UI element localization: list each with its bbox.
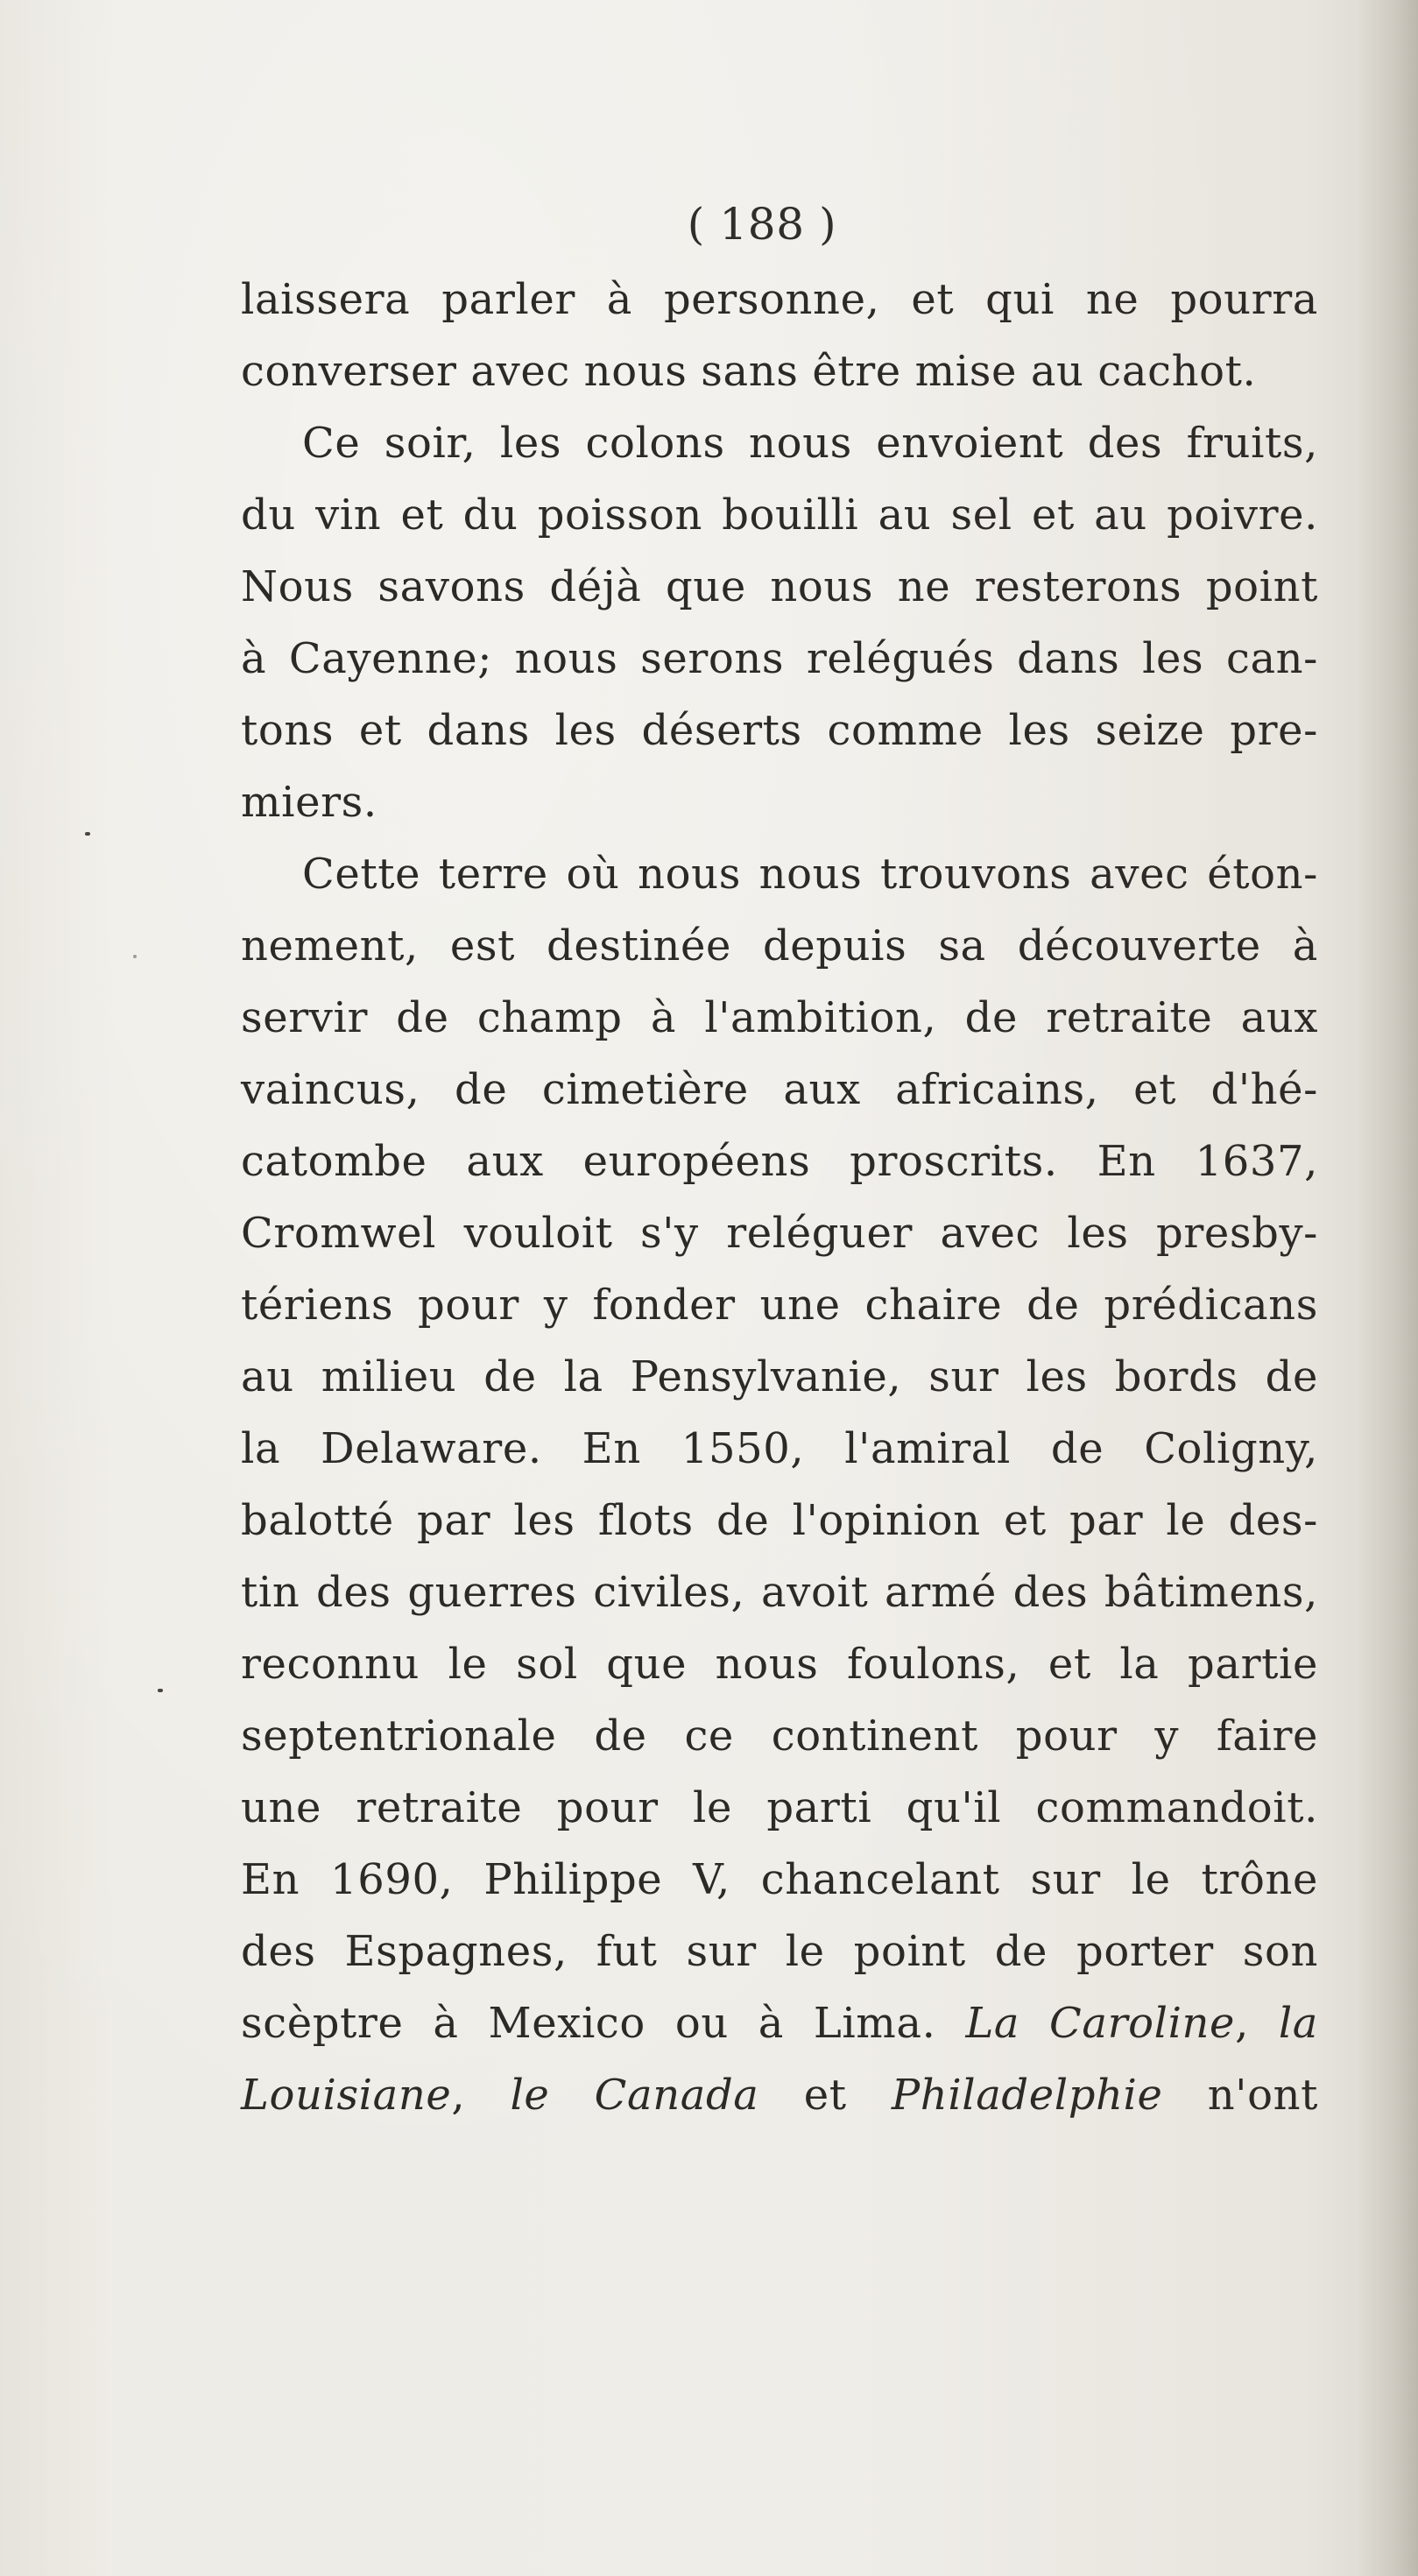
text-line: vaincus, de cimetière aux africains, et d'hé-	[241, 1065, 1318, 1114]
text-line: En 1690, Philippe V, chancelant sur le trône	[241, 1855, 1318, 1904]
text-line: Nous savons déjà que nous ne resterons point	[241, 562, 1318, 611]
text-line: converser avec nous sans être mise au cachot.	[241, 347, 1257, 396]
page-edge-shadow	[1357, 0, 1418, 2576]
text-line: laissera parler à personne, et qui ne pourra	[241, 275, 1318, 324]
text-line: des Espagnes, fut sur le point de porter son	[241, 1927, 1318, 1976]
text-segment: scèptre à Mexico ou à Lima.	[241, 1999, 936, 2048]
text-segment: n'ont	[1162, 2071, 1318, 2120]
text-line: Ce soir, les colons nous envoient des fruits,	[302, 419, 1318, 468]
italic-place-name: la	[1278, 1999, 1319, 2048]
text-line: reconnu le sol que nous foulons, et la partie	[241, 1640, 1318, 1689]
text-line: tin des guerres civiles, avoit armé des bâtimens,	[241, 1568, 1318, 1617]
text-line-mixed	[241, 2059, 1318, 2131]
text-line-mixed	[241, 1987, 1318, 2059]
italic-place-name: Louisiane	[241, 2071, 452, 2120]
text-line: une retraite pour le parti qu'il commandoit.	[241, 1783, 1318, 1832]
text-line: tériens pour y fonder une chaire de prédicans	[241, 1281, 1318, 1330]
italic-place-name: Philadelphie	[891, 2071, 1163, 2120]
text-line: à Cayenne; nous serons relégués dans les can-	[241, 634, 1318, 683]
ink-speck	[85, 832, 90, 836]
text-line: servir de champ à l'ambition, de retraite aux	[241, 993, 1318, 1042]
text-line: septentrionale de ce continent pour y faire	[241, 1711, 1318, 1761]
italic-place-name: La Caroline	[965, 1999, 1236, 2048]
text-line: du vin et du poisson bouilli au sel et au poivre.	[241, 490, 1318, 540]
ink-speck	[133, 955, 137, 958]
text-segment: ,	[1235, 1999, 1279, 2048]
page-text	[241, 188, 1318, 2131]
text-line: nement, est destinée depuis sa découverte à	[241, 921, 1318, 970]
text-line: miers.	[241, 778, 377, 827]
text-segment: ,	[451, 2071, 511, 2120]
text-line: catombe aux européens proscrits. En 1637,	[241, 1137, 1318, 1186]
text-line: tons et dans les déserts comme les seize pre-	[241, 706, 1318, 755]
text-line: la Delaware. En 1550, l'amiral de Coligny,	[241, 1424, 1318, 1473]
text-segment: et	[758, 2071, 892, 2120]
ink-speck	[158, 1689, 163, 1692]
text-line: balotté par les flots de l'opinion et par le des-	[241, 1496, 1318, 1545]
text-line: Cromwel vouloit s'y reléguer avec les presby-	[241, 1209, 1318, 1258]
text-line: au milieu de la Pensylvanie, sur les bords de	[241, 1352, 1318, 1401]
text-line: Cette terre où nous nous trouvons avec éton-	[302, 850, 1318, 899]
page-number: ( 188 )	[687, 199, 837, 250]
italic-place-name: le Canada	[510, 2071, 759, 2120]
